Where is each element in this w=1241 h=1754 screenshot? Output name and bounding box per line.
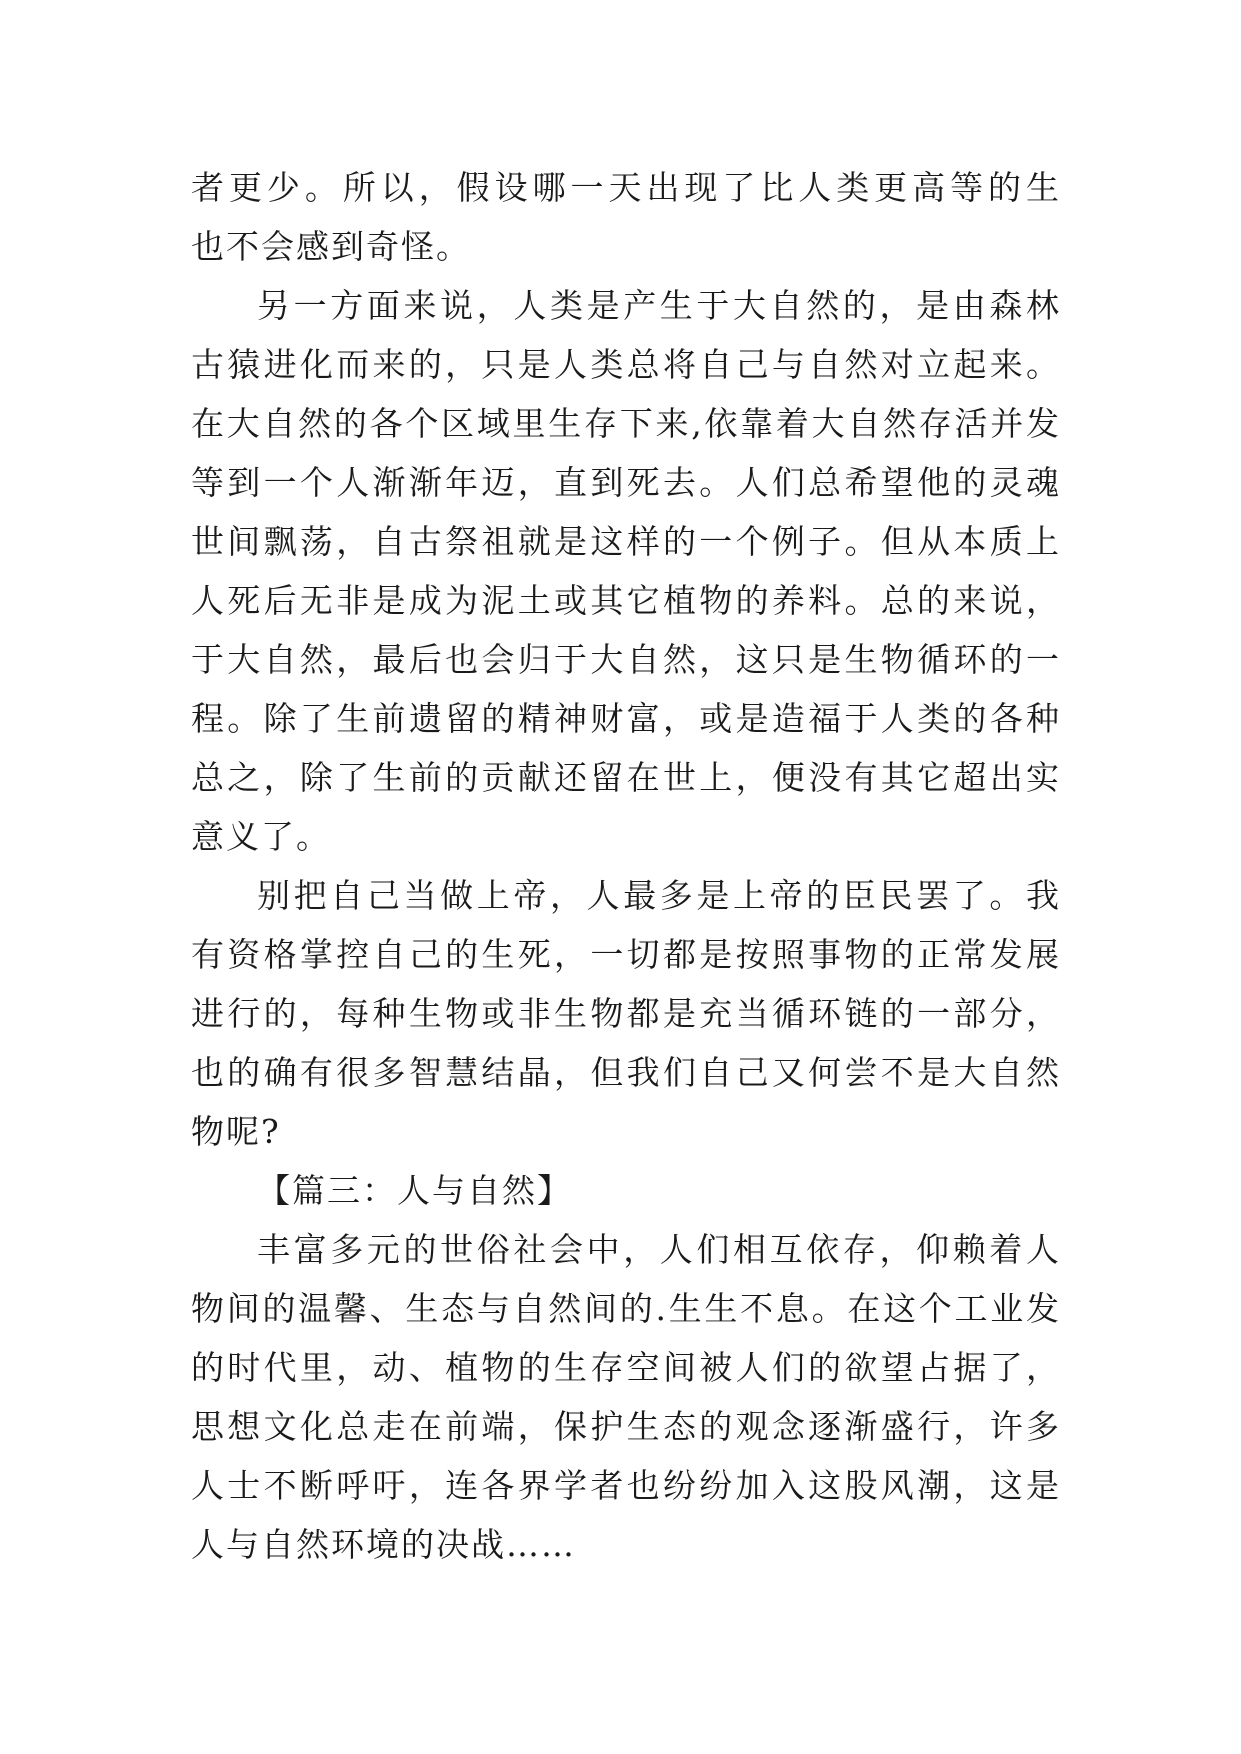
text-line: 者更少。所以，假设哪一天出现了比人类更高等的生 <box>191 168 1061 207</box>
paragraph-first-line: 丰富多元的世俗社会中，人们相互依存，仰赖着人 <box>257 1230 1061 1269</box>
body-text <box>191 158 1061 1574</box>
paragraph-first-line: 另一方面来说，人类是产生于大自然的，是由森林 <box>257 286 1061 325</box>
text-line: 等到一个人渐渐年迈，直到死去。人们总希望他的灵魂 <box>191 463 1061 502</box>
text-line: 总之，除了生前的贡献还留在世上，便没有其它超出实 <box>191 758 1061 797</box>
text-line: 物呢? <box>191 1112 281 1151</box>
text-line: 的时代里，动、植物的生存空间被人们的欲望占据了， <box>191 1348 1061 1387</box>
text-line: 也不会感到奇怪。 <box>191 227 471 266</box>
text-line: 于大自然，最后也会归于大自然，这只是生物循环的一 <box>191 640 1061 679</box>
section-heading: 【篇三：人与自然】 <box>257 1171 572 1210</box>
text-line: 古猿进化而来的，只是人类总将自己与自然对立起来。 <box>191 345 1061 384</box>
text-line: 物间的温馨、生态与自然间的.生生不息。在这个工业发 <box>191 1289 1061 1328</box>
text-line: 进行的，每种生物或非生物都是充当循环链的一部分， <box>191 994 1061 1033</box>
text-line: 人死后无非是成为泥土或其它植物的养料。总的来说， <box>191 581 1061 620</box>
text-line: 有资格掌控自己的生死，一切都是按照事物的正常发展 <box>191 935 1061 974</box>
text-line: 人士不断呼吁，连各界学者也纷纷加入这股风潮，这是 <box>191 1466 1061 1505</box>
text-line: 思想文化总走在前端，保护生态的观念逐渐盛行，许多 <box>191 1407 1061 1446</box>
text-line: 在大自然的各个区域里生存下来,依靠着大自然存活并发 <box>191 404 1061 443</box>
paragraph-first-line: 别把自己当做上帝，人最多是上帝的臣民罢了。我 <box>257 876 1061 915</box>
text-line: 也的确有很多智慧结晶，但我们自己又何尝不是大自然 <box>191 1053 1061 1092</box>
text-line: 世间飘荡，自古祭祖就是这样的一个例子。但从本质上 <box>191 522 1061 561</box>
text-line: 人与自然环境的决战…… <box>191 1525 576 1564</box>
text-line: 意义了。 <box>191 817 331 856</box>
text-line: 程。除了生前遗留的精神财富，或是造福于人类的各种 <box>191 699 1061 738</box>
